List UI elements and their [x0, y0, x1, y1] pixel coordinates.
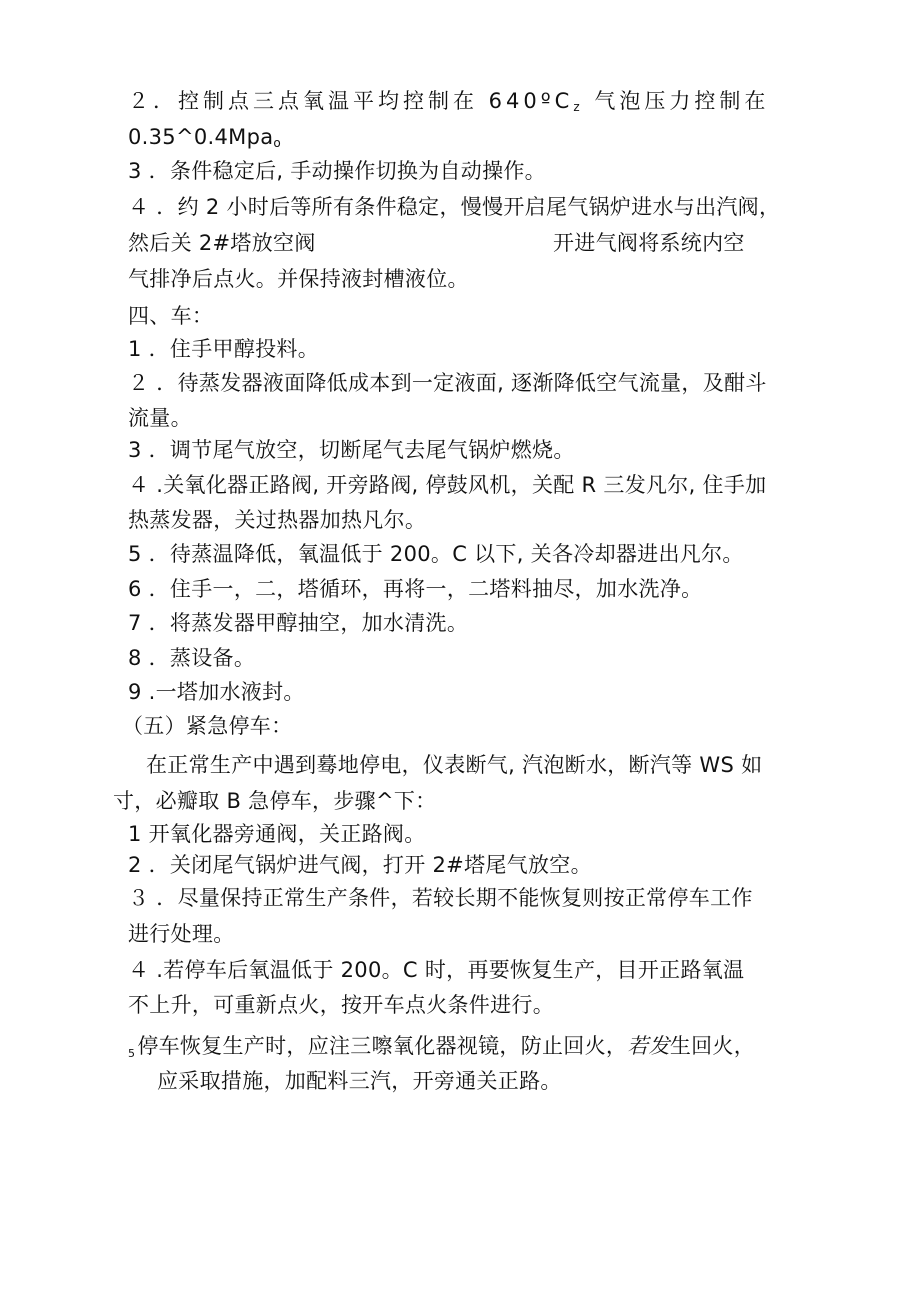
line-4-ignition: 气排净后点火。并保持液封槽液位。: [128, 267, 469, 291]
line-s5-intro-cont: 寸，必瓣取 B 急停车，步骤^下：: [113, 789, 437, 813]
line-s5-3: ３ ．尽量保持正常生产条件，若较长期不能恢复则按正常停车工作: [128, 886, 753, 910]
line-pressure-range: [128, 124, 281, 156]
line-s4-3: 3 ．调节尾气放空，切断尾气去尾气锅炉燃烧。: [128, 438, 575, 462]
line-s4-9: 9 .一塔加水液封。: [128, 680, 305, 704]
line-2-control-point: [128, 88, 769, 120]
line-s5-3-cont: 进行处理。: [128, 922, 235, 946]
line-s5-4: ４ .若停车后氧温低于 200。C 时，再要恢复生产，目开正路氧温: [128, 958, 745, 982]
line-s4-5: 5 ．待蒸温降低，氧温低于 200。C 以下, 关各冷却器进出凡尔。: [128, 542, 744, 566]
line-s5-5-text: 停车恢复生产时，应注三嚓氧化器视镜，防止回火，: [137, 1034, 628, 1058]
section-4-heading: 四、车：: [128, 304, 214, 328]
line-s4-6: 6 ．住手一，二，塔循环，再将一，二塔料抽尽，加水洗净。: [128, 577, 703, 601]
pressure-range-subscript: o: [273, 136, 282, 150]
line-s4-8: 8 ．蒸设备。: [128, 646, 256, 670]
line-s5-5-tail: 生回火，: [669, 1034, 756, 1058]
line-s4-4: ４ .关氧化器正路阀, 开旁路阀, 停鼓风机，关配 R 三发凡尔, 住手加: [128, 473, 767, 497]
line-s5-5-number: 5: [128, 1047, 136, 1060]
line-s5-4-cont: 不上升，可重新点火，按开车点火条件进行。: [128, 993, 554, 1017]
section-5-heading: （五）紧急停车：: [122, 714, 293, 738]
line-2-subscript: z: [573, 100, 584, 114]
line-s5-5-cont: 应采取措施，加配料三汽，开旁通关正路。: [157, 1069, 562, 1093]
pressure-range-text: 0.35^0.4Mpa: [128, 125, 274, 149]
line-4-vent-valve: 然后关 2#塔放空阀: [128, 231, 316, 255]
line-s4-7: 7 ．将蒸发器甲醇抽空，加水清洗。: [128, 611, 469, 635]
line-2-tail: 气泡压力控制在: [583, 89, 770, 113]
line-s4-1: 1 ．住手甲醇投料。: [128, 337, 320, 361]
line-s4-4-cont: 热蒸发器，关过热器加热凡尔。: [128, 508, 427, 532]
line-s5-5: [128, 1033, 755, 1067]
line-s5-intro: 在正常生产中遇到蓦地停电，仪表断气, 汽泡断水，断汽等 WS 如: [146, 753, 763, 777]
line-s4-2: ２ ．待蒸发器液面降低成本到一定液面, 逐渐降低空气流量，及酣斗: [128, 371, 767, 395]
line-s5-2: 2 ．关闭尾气锅炉进气阀，打开 2#塔尾气放空。: [128, 853, 592, 877]
line-3-auto-switch: 3 ．条件稳定后, 手动操作切换为自动操作。: [128, 159, 546, 183]
line-4-boiler-valve: ４ ．约 2 小时后等所有条件稳定，慢慢开启尾气锅炉进水与出汽阀，: [128, 195, 781, 219]
line-s5-1: 1 开氧化器旁通阀，关正路阀。: [128, 822, 426, 846]
line-s5-5-italic: 若发: [627, 1034, 670, 1058]
line-4-inlet-valve: 开进气阀将系统内空: [553, 231, 745, 255]
line-2-main: ２．控制点三点氧温平均控制在 640ºC: [128, 89, 574, 113]
line-s4-2-cont: 流量。: [128, 406, 192, 430]
